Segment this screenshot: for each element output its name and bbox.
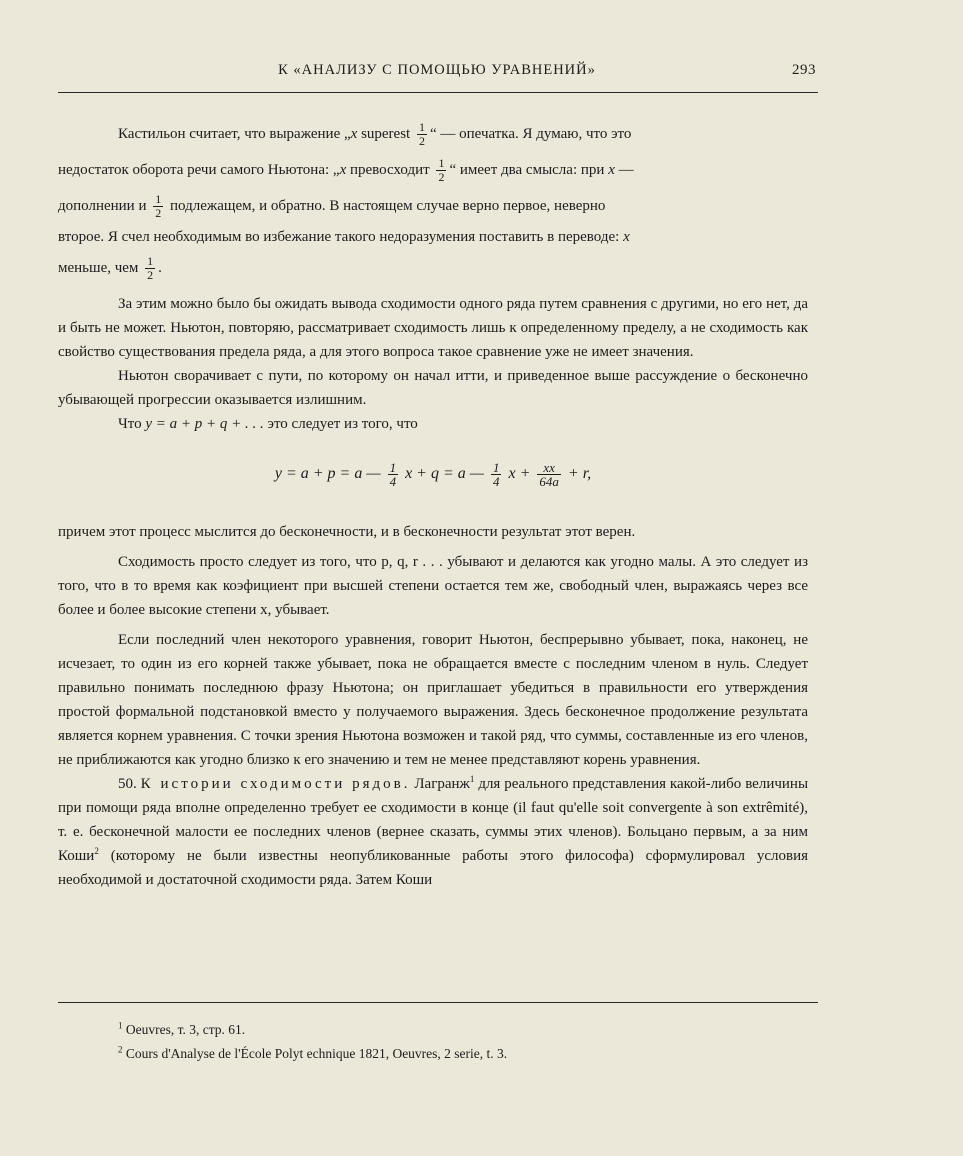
fraction-denominator: 4 — [389, 473, 397, 489]
paragraph-castillon — [58, 116, 808, 286]
footnote-text: Oeuvres, т. 3, стр. 61. — [125, 1022, 246, 1037]
footnote-2 — [118, 1042, 808, 1066]
formula-part: x + — [508, 465, 531, 482]
paragraph-last-term: Если последний член некоторого уравнения, говорит Ньютон, беспрерывно убывает, пока, наконец, не исчезает, то один из его корней также убывает, пока не обращается вместе с последним членом в нуль. Следует правильно понимать последнюю фразу Ньютона; он приглашает убедиться в правильности его утверждения простой формальной подстановкой вместо y получаемого выражения. Здесь бесконечное продолжение результата является корнем уравнения. С точки зрения Ньютона возможен и такой ряд, что суммы, составленные из его членов, не приближаются как угодно близко к его значению и тем не менее представляют корень уравнения. — [58, 632, 808, 768]
fraction-numerator: 1 — [492, 459, 500, 475]
text-run: подлежащем, и обратно. В настоящем случае верно первое, неверно — [170, 198, 606, 214]
text-run: второе. Я счел необходимым во избежание такого недоразумения поставить в переводе: — [58, 229, 620, 245]
text-run: недостаток оборота речи самого Ньютона: „ — [58, 162, 340, 178]
fraction-one-quarter — [388, 461, 399, 488]
footnote-rule — [58, 1002, 818, 1003]
fraction-numerator: 1 — [418, 120, 425, 135]
para1-line-1 — [118, 116, 808, 152]
text-run: Лагранж — [414, 776, 470, 792]
running-title: К «АНАЛИЗУ С ПОМОЩЬЮ УРАВНЕНИЙ» — [278, 62, 596, 78]
formula-part: y = a + p = a — — [274, 465, 381, 482]
text-run: superest — [357, 126, 411, 142]
fraction-numerator: 1 — [147, 254, 154, 269]
fraction-denominator: 4 — [492, 473, 500, 489]
fraction-numerator: xx — [537, 461, 561, 475]
paragraph-newton-path: Ньютон сворачивает с пути, по которому он начал итти, и приведенное выше рассуждение о бесконечно убывающей прогрессии оказывается излишним. — [58, 368, 808, 408]
text-run: “ имеет два смысла: при — [449, 162, 605, 178]
fraction-denominator: 2 — [147, 268, 154, 283]
page-number: 293 — [792, 62, 816, 78]
fraction-numerator: 1 — [155, 192, 162, 207]
fraction-denominator: 2 — [418, 134, 425, 149]
text-run: превосходит — [346, 162, 430, 178]
footnote-mark: 2 — [118, 1044, 123, 1055]
text-run: Кастильон считает, что выражение „ — [118, 126, 351, 142]
header-rule — [58, 92, 818, 93]
para1-line-2 — [58, 152, 808, 188]
fraction-one-half — [436, 157, 446, 184]
page-header — [58, 62, 816, 84]
text-run: — — [614, 162, 634, 178]
formula-part: x + q = a — — [405, 465, 484, 482]
paragraph-comparison: За этим можно было бы ожидать вывода сходимости одного ряда путем сравнения с другими, но его нет, да и быть не может. Ньютон, повторяю, рассматривает сходимость лишь к определенному пределу, а не сходимость как свойство существования предела ряда, а для этого вопроса такое сравнение уже не имеет значения. — [58, 296, 808, 360]
footnote-ref-1[interactable]: 1 — [469, 774, 475, 784]
footnote-1 — [118, 1018, 808, 1042]
para1-line-3 — [58, 188, 808, 224]
fraction-one-quarter — [491, 461, 502, 488]
math-var: x — [339, 162, 347, 178]
fraction-one-half — [153, 193, 163, 220]
text-run: (которому не были известны неопубликованные работы этого философа) сформулировал условия необходимой и достаточной сходимости ряда. Затем Коши — [58, 848, 809, 888]
math-var: x — [623, 229, 630, 245]
body-text — [58, 116, 809, 892]
text-run: . — [158, 260, 162, 276]
fraction-one-half — [145, 255, 155, 282]
text-run: меньше, чем — [58, 260, 139, 276]
fraction-denominator: 64a — [539, 473, 559, 489]
series-expression: y = a + p + q + . . . — [145, 416, 264, 432]
text-run: для реального представления какой-либо величины при помощи ряда вполне определенно требует ее сходимости в конце (il faut qu'elle soit convergente à son extrêmité), т. е. бесконечной малости ее последних членов (вернее сказать, суммы этих членов). Больцано первым, а за ним Коши — [58, 776, 809, 864]
text-run: это следует из того, что — [267, 416, 418, 432]
paragraph-series-intro — [58, 412, 808, 436]
fraction-denominator: 2 — [155, 206, 162, 221]
fraction-numerator: 1 — [438, 156, 445, 171]
paragraph-convergence: Сходимость просто следует из того, что p, q, r . . . убывают и делаются как угодно малы. А это следует из того, что в то время как коэфициент при высшей степени остается тем же, свободный член, выражаясь через все более и более высокие степени x, убывает. — [58, 554, 808, 618]
fraction-one-half — [417, 121, 427, 148]
paragraph-history — [58, 772, 808, 892]
footnote-mark: 1 — [118, 1020, 123, 1031]
fraction-denominator: 2 — [438, 170, 445, 185]
para1-line-5 — [58, 250, 808, 286]
fraction-xx-over-64a — [537, 461, 561, 488]
footnote-ref-2[interactable]: 2 — [94, 846, 99, 856]
formula-part: + r, — [567, 465, 592, 482]
fraction-numerator: 1 — [389, 459, 397, 475]
text-run: Что — [118, 416, 142, 432]
footnotes — [118, 1018, 808, 1066]
text-run: “ — опечатка. Я думаю, что это — [429, 126, 632, 142]
math-var: x — [350, 126, 358, 142]
text-run: дополнении и — [58, 198, 147, 214]
display-formula — [58, 454, 808, 496]
para1-line-4 — [58, 224, 808, 250]
footnote-text: Cours d'Analyse de l'École Polyt echnique 1821, Oeuvres, 2 serie, t. 3. — [125, 1046, 508, 1061]
math-var: x — [608, 162, 615, 178]
section-number: 50. — [118, 776, 137, 792]
section-title: К истории сходимости рядов. — [140, 776, 411, 792]
paragraph-infinity: причем этот процесс мыслится до бесконечности, и в бесконечности результат этот верен. — [58, 524, 636, 540]
